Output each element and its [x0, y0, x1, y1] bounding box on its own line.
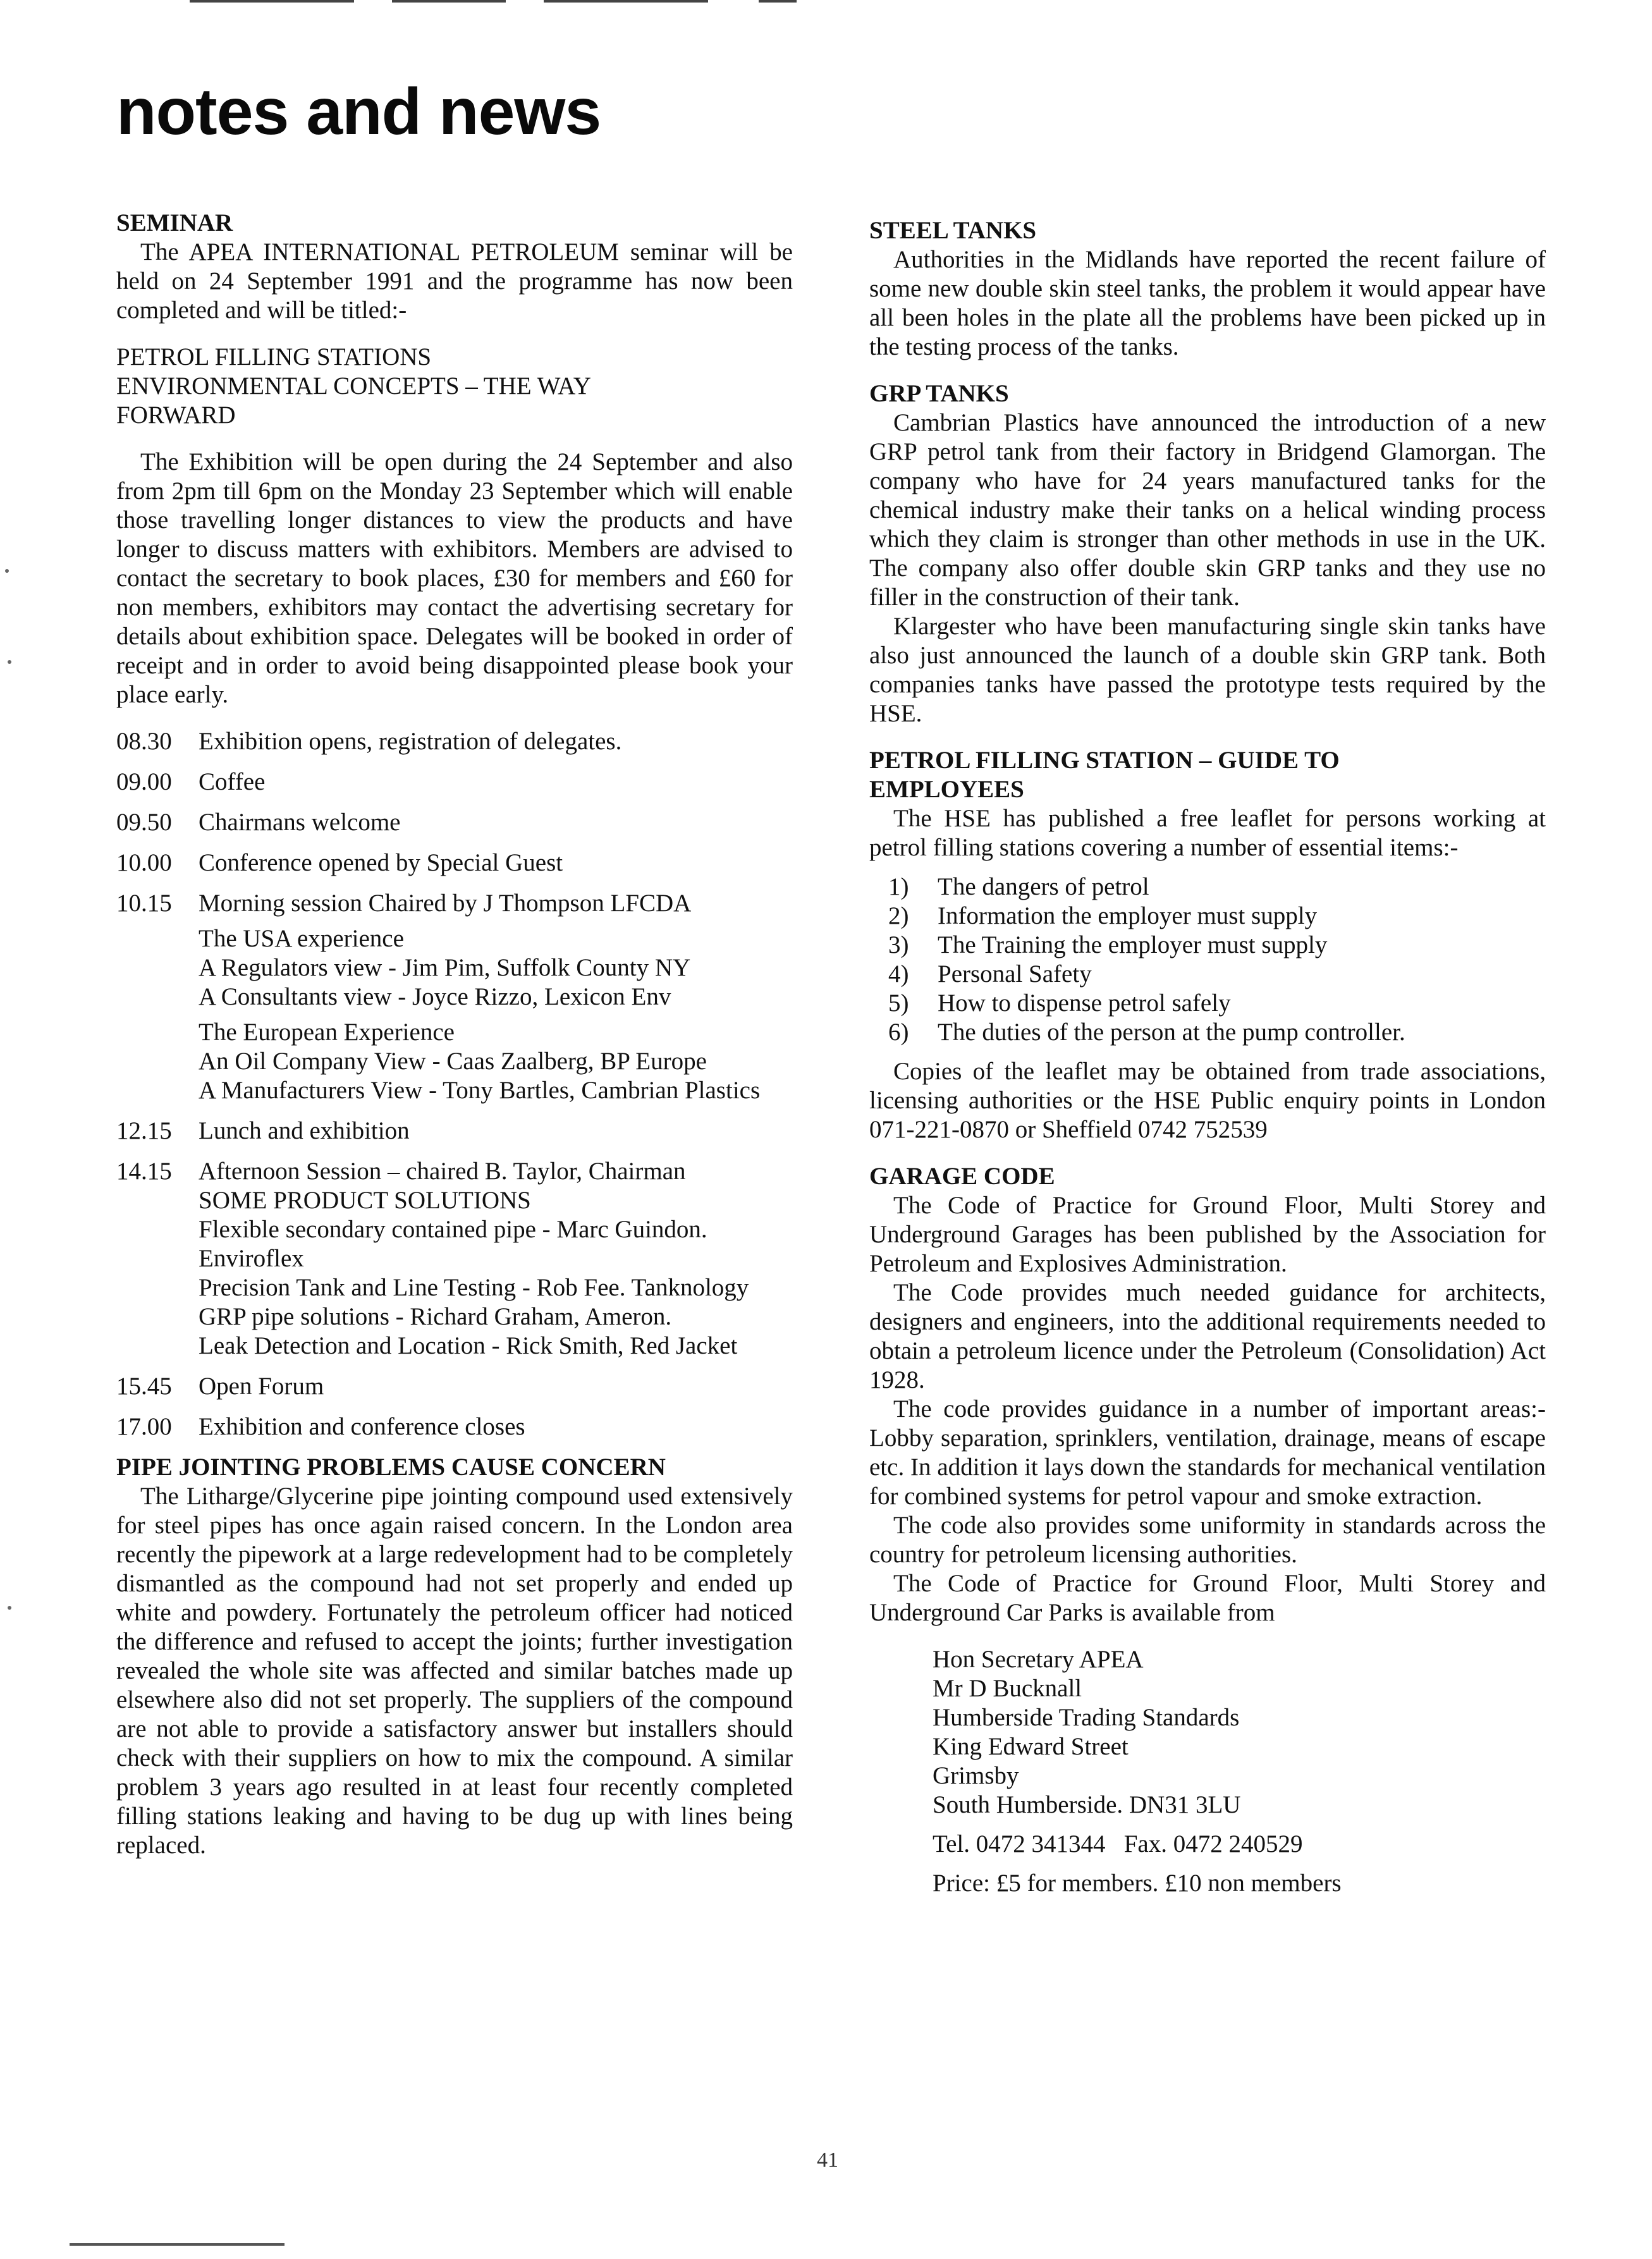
schedule-text: Afternoon Session – chaired B. Taylor, Chairman	[199, 1158, 686, 1185]
guide-item-number: 4)	[888, 960, 909, 988]
garage-paragraph: The code also provides some uniformity in standards across the country for petroleum licensing authorities.	[869, 1512, 1546, 1568]
schedule-subline: Flexible secondary contained pipe - Marc Guindon. Enviroflex	[199, 1216, 707, 1272]
address-line: Humberside Trading Standards	[933, 1704, 1240, 1731]
guide-item	[888, 989, 1546, 1018]
schedule-subline: GRP pipe solutions - Richard Graham, Ameron.	[199, 1303, 672, 1330]
schedule-item	[116, 1372, 793, 1401]
seminar-heading: SEMINAR	[116, 209, 233, 236]
schedule-subline: A Consultants view - Joyce Rizzo, Lexicon Env	[199, 983, 671, 1010]
schedule-subgroup	[199, 1018, 793, 1105]
scan-speck	[8, 1606, 11, 1610]
guide-item-number: 5)	[888, 989, 909, 1017]
guide-item-number: 2)	[888, 902, 909, 929]
schedule-subgroup	[199, 1186, 793, 1361]
schedule-details	[199, 848, 793, 878]
guide-item	[888, 902, 1546, 931]
address-line: Hon Secretary APEA	[933, 1646, 1144, 1673]
schedule-item	[116, 1157, 793, 1361]
schedule-details	[199, 1157, 793, 1361]
schedule-item	[116, 727, 793, 756]
schedule-details	[199, 808, 793, 837]
guide-intro: The HSE has published a free leaflet for persons working at petrol filling stations covering a number of essential items:-	[869, 805, 1546, 861]
schedule-time: 15.45	[116, 1373, 172, 1400]
schedule-time: 10.15	[116, 890, 172, 917]
schedule-text: Exhibition opens, registration of delegates.	[199, 728, 622, 755]
schedule-subline: An Oil Company View - Caas Zaalberg, BP Europe	[199, 1048, 707, 1075]
guide-item	[888, 872, 1546, 902]
garage-paragraph: The code provides guidance in a number of important areas:- Lobby separation, sprinklers, ventilation, drainage, means of escape etc. In addition it lays down the standards for mechanical ventilation for combined systems for petrol vapour and smoke extraction.	[869, 1395, 1546, 1510]
garage-paragraph: The Code of Practice for Ground Floor, Multi Storey and Underground Garages has been published by the Association for Petroleum and Explosives Administration.	[869, 1192, 1546, 1277]
garage-section	[869, 1162, 1546, 1898]
seminar-body: The Exhibition will be open during the 24 September and also from 2pm till 6pm on the Monday 23 September which will enable those travelling longer distances to view the products and have longer to discuss matters with exhibitors. Members are advised to contact the secretary to book places, £30 for members and £60 for non members, exhibitors may contact the advertising secretary for details about exhibition space. Delegates will be booked in order of receipt and in order to avoid being disappointed please book your place early.	[116, 448, 793, 708]
schedule-text: Lunch and exhibition	[199, 1117, 410, 1144]
schedule-subline: The USA experience	[199, 925, 404, 952]
garage-heading: GARAGE CODE	[869, 1163, 1055, 1190]
guide-item-number: 6)	[888, 1019, 909, 1046]
left-column	[116, 209, 793, 1860]
scan-top-marks	[38, 0, 1049, 5]
schedule-subline: SOME PRODUCT SOLUTIONS	[199, 1187, 531, 1214]
price-line: Price: £5 for members. £10 non members	[933, 1870, 1342, 1897]
grp-heading: GRP TANKS	[869, 380, 1009, 407]
steel-heading: STEEL TANKS	[869, 217, 1037, 244]
schedule-item	[116, 1117, 793, 1146]
schedule-time: 17.00	[116, 1413, 172, 1440]
guide-item	[888, 1018, 1546, 1047]
seminar-title-line: PETROL FILLING STATIONS	[116, 343, 432, 370]
garage-paragraph: The Code of Practice for Ground Floor, Multi Storey and Underground Car Parks is available from	[869, 1570, 1546, 1626]
guide-item-text: Information the employer must supply	[938, 902, 1318, 929]
schedule-item	[116, 1412, 793, 1442]
schedule-time: 12.15	[116, 1117, 172, 1144]
grp-section	[869, 379, 1546, 728]
contact-numbers: Tel. 0472 341344 Fax. 0472 240529	[933, 1830, 1303, 1858]
seminar-title-line: ENVIRONMENTAL CONCEPTS – THE WAY	[116, 372, 591, 400]
guide-items	[869, 872, 1546, 1047]
seminar-section	[116, 209, 793, 1442]
schedule-item	[116, 848, 793, 878]
schedule-subline: The European Experience	[199, 1019, 455, 1046]
guide-item	[888, 960, 1546, 989]
schedule-text: Exhibition and conference closes	[199, 1413, 525, 1440]
schedule-subline: Leak Detection and Location - Rick Smith, Red Jacket	[199, 1332, 738, 1359]
scan-speck	[5, 569, 9, 573]
schedule-item	[116, 768, 793, 797]
schedule-time: 10.00	[116, 849, 172, 876]
address-line: Mr D Bucknall	[933, 1675, 1082, 1702]
schedule-text: Conference opened by Special Guest	[199, 849, 563, 876]
guide-item-number: 3)	[888, 931, 909, 958]
schedule-time: 09.00	[116, 768, 172, 795]
guide-item-text: The Training the employer must supply	[938, 931, 1328, 958]
schedule-details	[199, 1412, 793, 1442]
seminar-title	[116, 343, 793, 430]
schedule-subgroup	[199, 924, 793, 1012]
schedule-subline: Precision Tank and Line Testing - Rob Fee. Tanknology	[199, 1274, 749, 1301]
address-line: South Humberside. DN31 3LU	[933, 1791, 1241, 1818]
address-line: King Edward Street	[933, 1733, 1129, 1760]
page-number: 41	[817, 2148, 838, 2172]
guide-heading-line: EMPLOYEES	[869, 776, 1024, 803]
scan-bottom-mark	[70, 2243, 285, 2246]
guide-item-number: 1)	[888, 873, 909, 900]
guide-section	[869, 746, 1546, 1144]
guide-item-text: How to dispense petrol safely	[938, 989, 1231, 1017]
schedule-details	[199, 768, 793, 797]
guide-item-text: Personal Safety	[938, 960, 1092, 988]
schedule-item	[116, 889, 793, 1105]
schedule-details	[199, 727, 793, 756]
seminar-intro: The APEA INTERNATIONAL PETROLEUM seminar will be held on 24 September 1991 and the programme has now been completed and will be titled:-	[116, 238, 793, 324]
guide-outro: Copies of the leaflet may be obtained from trade associations, licensing authorities or the HSE Public enquiry points in London 071-221-0870 or Sheffield 0742 752539	[869, 1058, 1546, 1143]
schedule-item	[116, 808, 793, 837]
guide-item	[888, 931, 1546, 960]
schedule-text: Open Forum	[199, 1373, 324, 1400]
scan-speck	[8, 660, 11, 664]
grp-paragraph: Klargester who have been manufacturing single skin tanks have also just announced the launch of a double skin GRP tank. Both companies tanks have passed the prototype tests required by the HSE.	[869, 613, 1546, 727]
schedule-time: 09.50	[116, 809, 172, 836]
steel-body: Authorities in the Midlands have reported the recent failure of some new double skin steel tanks, the problem it would appear have all been holes in the plate all the problems have been picked up in the testing process of the tanks.	[869, 246, 1546, 360]
steel-section	[869, 216, 1546, 362]
address-line: Grimsby	[933, 1762, 1019, 1789]
seminar-schedule	[116, 727, 793, 1442]
schedule-time: 14.15	[116, 1158, 172, 1185]
pipe-section	[116, 1453, 793, 1860]
garage-address-block	[869, 1645, 1546, 1898]
pipe-body: The Litharge/Glycerine pipe jointing compound used extensively for steel pipes has once again raised concern. In the London area recently the pipework at a large redevelopment had to be completely dismantled as the compound had not set properly and ended up white and powdery. Fortunately the petroleum officer had noticed the difference and refused to accept the joints; further investigation revealed the whole site was affected and similar batches made up elsewhere also did not set properly. The suppliers of the compound are not able to provide a satisfactory answer but installers should check with their suppliers on how to mix the compound. A similar problem 3 years ago resulted in at least four recently completed filling stations leaking and having to be dug up with lines being replaced.	[116, 1483, 793, 1859]
schedule-details	[199, 1372, 793, 1401]
guide-item-text: The duties of the person at the pump controller.	[938, 1019, 1405, 1046]
seminar-title-line: FORWARD	[116, 401, 236, 429]
schedule-time: 08.30	[116, 728, 172, 755]
schedule-text: Coffee	[199, 768, 266, 795]
page-title: notes and news	[116, 75, 601, 149]
schedule-details	[199, 1117, 793, 1146]
schedule-text: Chairmans welcome	[199, 809, 401, 836]
grp-paragraph: Cambrian Plastics have announced the introduction of a new GRP petrol tank from their factory in Bridgend Glamorgan. The company who have for 24 years manufactured tanks for the chemical industry make their tanks on a helical winding process which they claim is stronger than other methods in use in the UK. The company also offer double skin GRP tanks and they use no filler in the construction of their tank.	[869, 409, 1546, 611]
pipe-heading: PIPE JOINTING PROBLEMS CAUSE CONCERN	[116, 1454, 666, 1481]
right-column	[869, 216, 1546, 1898]
guide-heading-line: PETROL FILLING STATION – GUIDE TO	[869, 747, 1340, 774]
garage-paragraph: The Code provides much needed guidance for architects, designers and engineers, into the additional requirements needed to obtain a petroleum licence under the Petroleum (Consolidation) Act 1928.	[869, 1279, 1546, 1393]
guide-item-text: The dangers of petrol	[938, 873, 1149, 900]
schedule-subline: A Manufacturers View - Tony Bartles, Cambrian Plastics	[199, 1077, 761, 1104]
schedule-text: Morning session Chaired by J Thompson LFCDA	[199, 890, 692, 917]
schedule-subline: A Regulators view - Jim Pim, Suffolk County NY	[199, 954, 691, 981]
schedule-details	[199, 889, 793, 1105]
